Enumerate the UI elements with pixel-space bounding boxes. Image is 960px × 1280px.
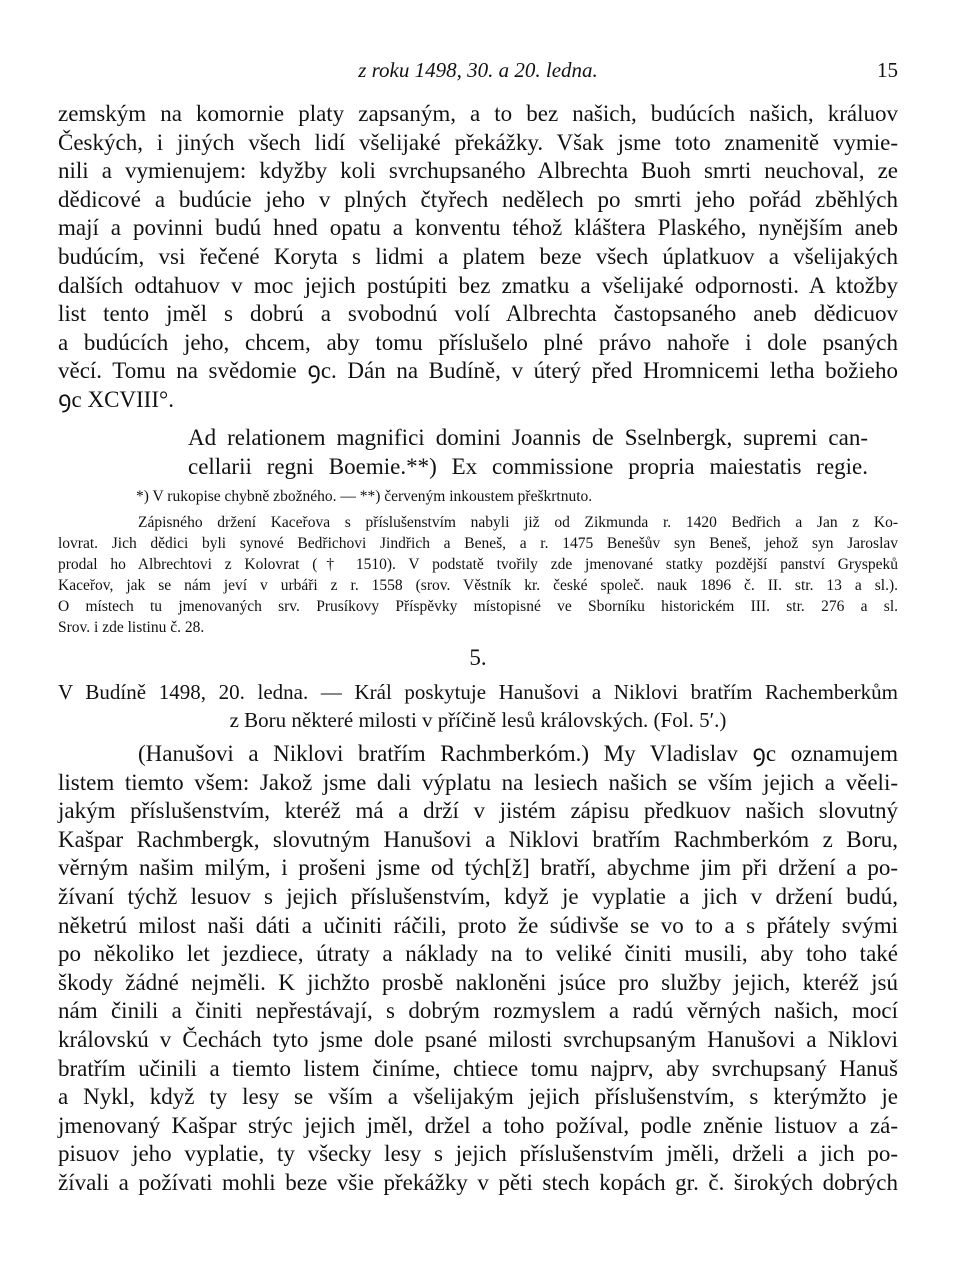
relation-line: Ad relationem magnifici domini Joannis de Sselnbergk, supremi can- [188,425,868,450]
commentary-line: lovrat. Jich dědici byli synové Bedřichovi Jindřich a Beneš, a r. 1475 Benešův syn Beneš, jehož syn Jaroslav [58,535,898,552]
text-line: škody žádné nejměli. K jichžto prosbě nakloněni jsúce pro služby jejich, kteréž jsú [58,969,898,995]
regest-line: z Boru některé milosti v příčině lesů královských. (Fol. 5′.) [229,708,727,732]
text-line: pisuov jeho vyplatie, ty všecky lesy s jejich příslušenstvím jměli, drželi a jich po- [58,1141,898,1167]
body-line: Českých, i jiných všech lidí všelijaké překážky. Však jsme toto znamenitě vymie- [58,129,898,155]
text-line: bratřím učinili a tiemto listem činíme, chtiece tomu najprv, aby svrchupsaný Hanuš [58,1055,898,1081]
relation-note [188,424,868,481]
text-line: jmenovaný Kašpar strýc jejich jměl, držel a toho požíval, podle zněnie listuov a zá- [58,1112,898,1138]
text-line: jakým příslušenstvím, kteréž má a drží v jistém zápisu předkuov našich slovutný [58,798,898,824]
relation-line: cellarii regni Boemie.**) Ex commissione propria maiestatis regie. [188,453,868,479]
text-line: a Nykl, když ty lesy se vším a všelijakým jejich příslušenstvím, s kterýmžto je [58,1084,898,1110]
body-line: věcí. Tomu na svědomie ꝯc. Dán na Budíně, v úterý před Hromnicemi letha božieho [58,358,898,384]
text-line: žívali a požívati mohli beze všie překážky v pěti stech kopách gr. č. širokých dobrých [58,1169,898,1195]
body-line: ꝯc XCVIII°. [58,386,174,412]
commentary-line: Zápisného držení Kaceřova s příslušenstvím nabyli již od Zikmunda r. 1420 Bedřich a Jan z Ko- [138,514,898,531]
commentary-line: Kaceřov, jak se nám jeví v urbáři z r. 1558 (srov. Věstník kr. české společ. nauk 1896 č. II. str. 13 a sl.). [58,577,898,594]
page-number: 15 [877,58,898,82]
editorial-commentary [58,512,898,638]
page-header [58,58,898,86]
body-line: nili a vymienujem: kdyžby koli svrchupsaného Albrechta Buoh smrti neuchoval, ze [58,158,898,184]
text-line: listem tiemto všem: Jakož jsme dali výplatu na lesiech našich se vším jejich a věeli- [58,769,898,795]
text-line: (Hanušovi a Niklovi bratřím Rachmberkóm.) My Vladislav ꝯc oznamujem [138,741,898,766]
text-line: královskú v Čechách tyto jsme dole psané milosti svrchupsaným Hanušovi a Niklovi [58,1026,898,1052]
text-line: Kašpar Rachmbergk, slovutným Hanušovi a Niklovi bratřím Rachmberkóm z Boru, [58,826,898,852]
body-line: a budúcích jeho, chcem, aby tomu příslušelo plné právo nahoře i dole psaných [58,329,898,355]
body-line: mají a povinni budú hned opatu a konventu téhož kláštera Plaského, nynějším aneb [58,215,898,241]
body-line: dalších odtahuov v moc jejich postúpiti bez zmatku a všelijaké odpornosti. A ktožby [58,272,898,298]
commentary-line: O místech tu jmenovaných srv. Prusíkovy Příspěvky místopisné ve Sborníku historickém III. str. 276 a sl. [58,598,898,615]
body-line: zemským na komornie platy zapsaným, a to bez našich, budúcích našich, králuov [58,101,898,126]
charter-text [58,740,898,1198]
body-line: dědicové a budúcie jeho v plných čtyřech nedělech po smrti jeho pořád zběhlých [58,186,898,212]
body-line: list tento jměl s dobrú a svobodnú volí Albrechta častopsaného aneb dědicuov [58,301,898,327]
text-line: věrným našim milým, i prošeni jsme od tých[ž] bratří, abychme jim při držení a po- [58,855,898,881]
text-line: žívaní týchž lesuov s jejich příslušenstvím, když je vyplatie a jich v držení budú, [58,883,898,909]
text-line: po několiko let jezdiece, útraty a náklady na to veliké činiti musili, aby toho také [58,941,898,967]
body-line: budúcím, vsi řečené Koryta s lidmi a platem beze všech úplatkuov a všelijakých [58,243,898,269]
commentary-line: Srov. i zde listinu č. 28. [58,619,205,636]
document-number: 5. [469,645,487,670]
footnote-text: *) V rukopise chybně zbožného. — **) červeným inkoustem přeškrtnuto. [136,488,593,505]
regest [58,678,898,734]
running-title: z roku 1498, 30. a 20. ledna. [358,58,598,82]
text-line: něketrú milost naši dáti a učiniti ráčili, proto že súdivše se vo to a s přátely svými [58,912,898,938]
footnote [136,486,896,507]
text-line: nám činili a činiti nepřestávají, s dobrým rozmyslem a radú věrných našich, mocí [58,998,898,1024]
commentary-line: prodal ho Albrechtovi z Kolovrat († 1510). V podstatě tvořily zde jmenované statky pozdější panství Gryspeků [58,556,898,573]
regest-line: V Budíně 1498, 20. ledna. — Král poskytuje Hanušovi a Niklovi bratřím Rachemberkům [58,680,898,704]
continued-charter-text [58,100,898,415]
